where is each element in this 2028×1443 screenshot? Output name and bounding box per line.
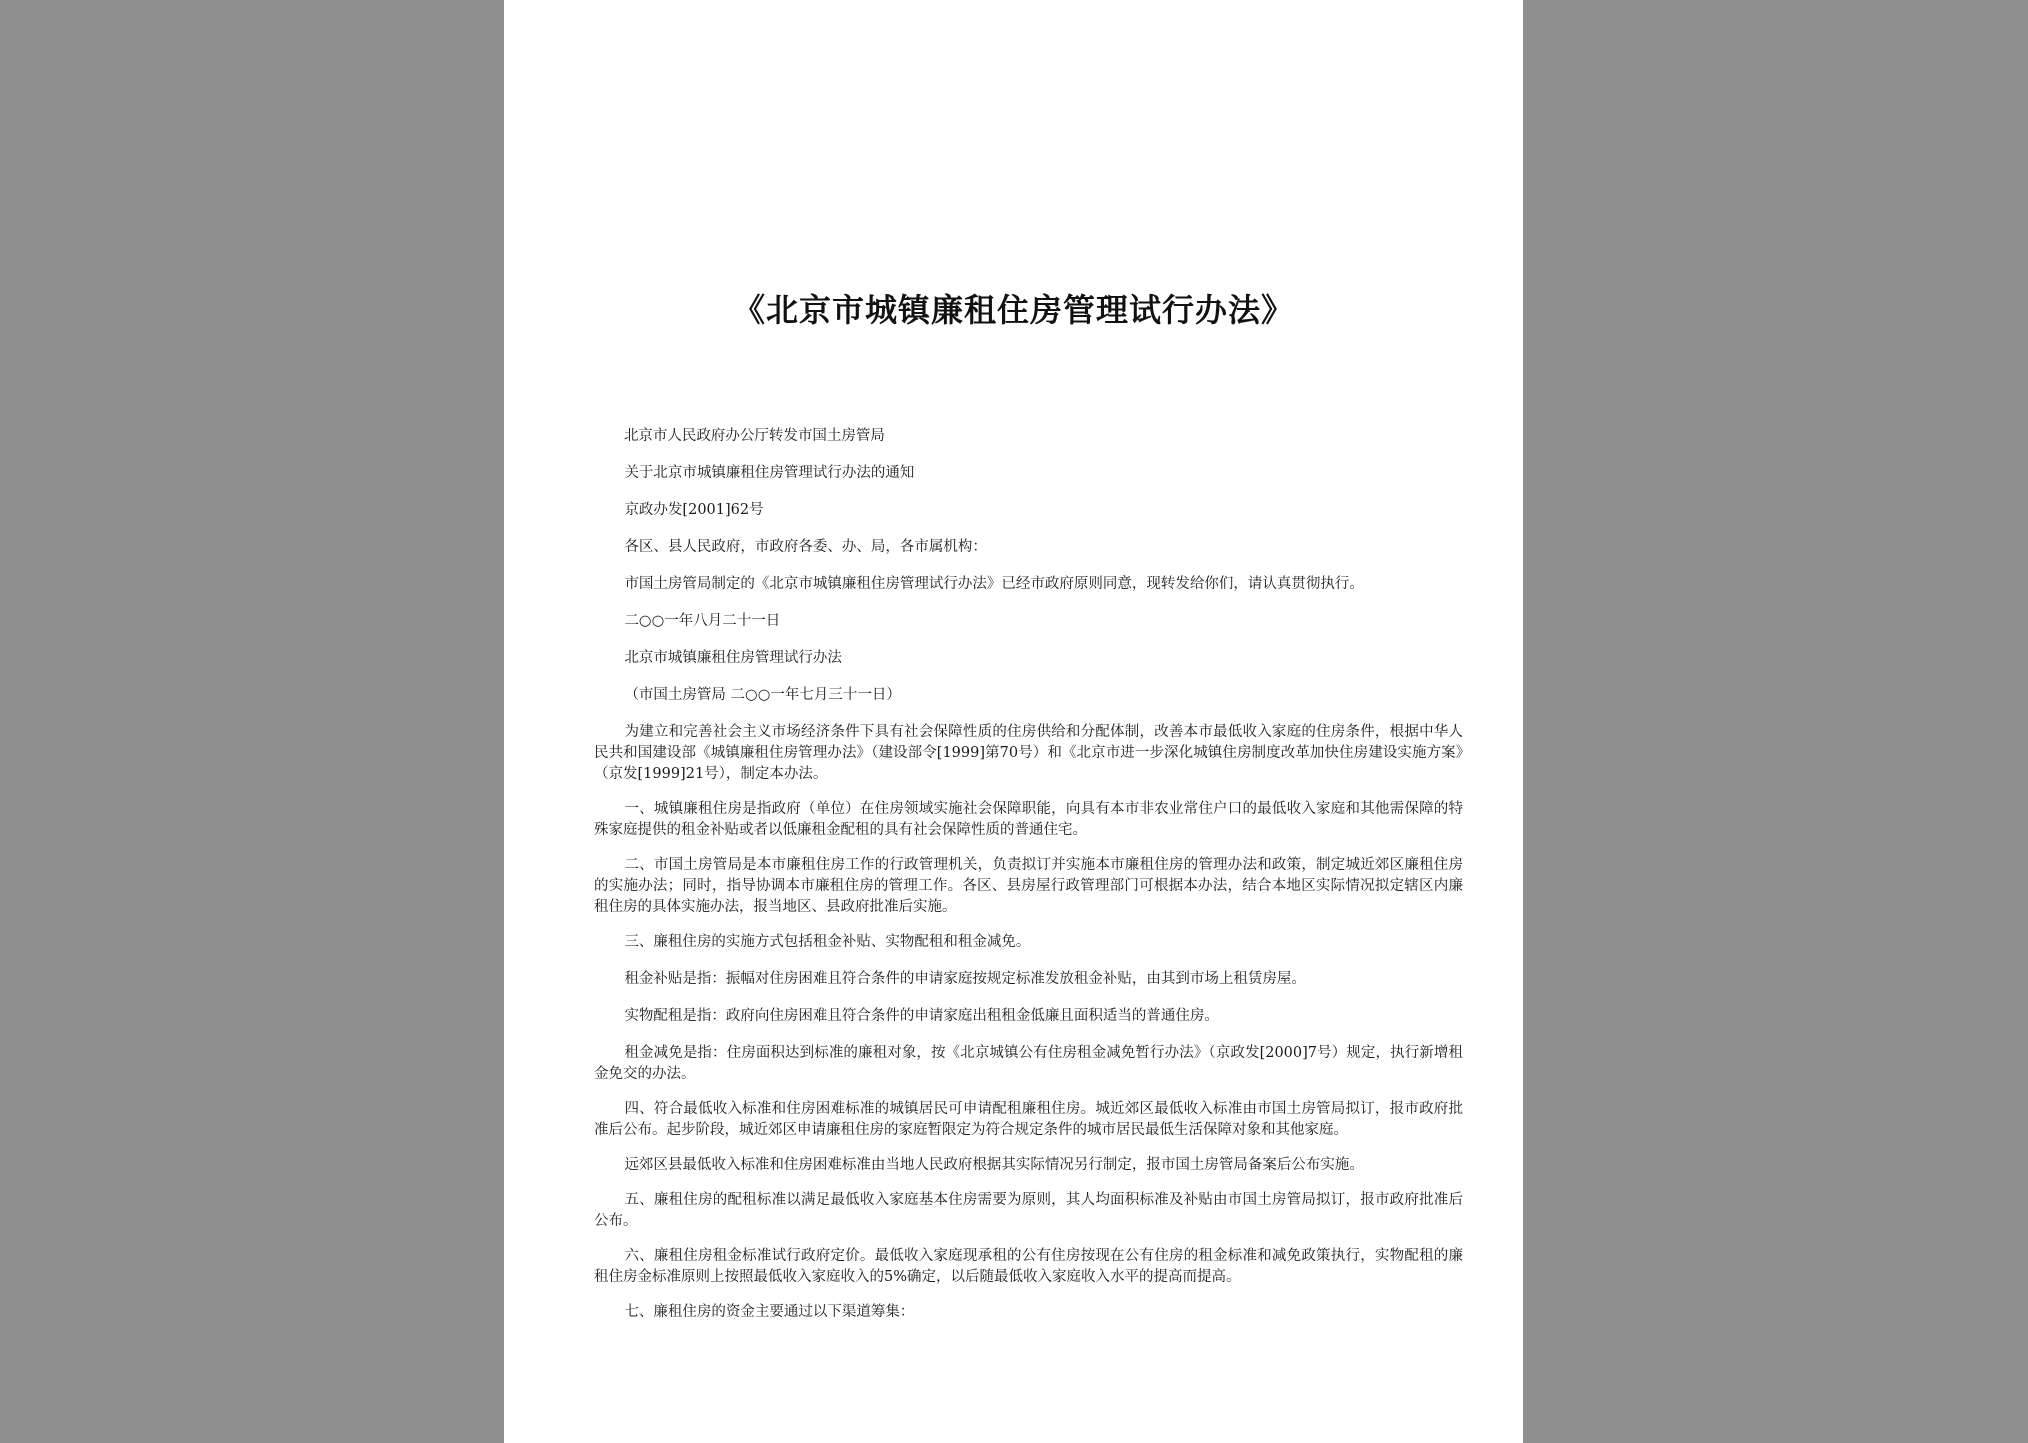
header-line-measures-date: （市国土房管局 二○○一年七月三十一日）	[624, 687, 901, 703]
paragraph-article-4: 四、符合最低收入标准和住房困难标准的城镇居民可申请配租廉租住房。城近郊区最低收入标准由市国土房管局拟订，报市政府批准后公布。起步阶段，城近郊区申请廉租住房的家庭暂限定为符合规定条件的城市居民最低生活保障对象和其他家庭。	[594, 1101, 1463, 1138]
header-line-forwarding: 市国土房管局制定的《北京市城镇廉租住房管理试行办法》已经市政府原则同意，现转发给你们，请认真贯彻执行。	[624, 576, 1364, 592]
document-page	[504, 0, 1523, 1443]
paragraph-article-2: 二、市国土房管局是本市廉租住房工作的行政管理机关，负责拟订并实施本市廉租住房的管理办法和政策，制定城近郊区廉租住房的实施办法；同时，指导协调本市廉租住房的管理工作。各区、县房屋行政管理部门可根据本办法，结合本地区实际情况拟定辖区内廉租住房的具体实施办法，报当地区、县政府批准后实施。	[594, 857, 1463, 915]
document-body	[594, 426, 1463, 1323]
header-line-issuer: 北京市人民政府办公厅转发市国土房管局	[623, 428, 885, 444]
paragraph-article-5: 五、廉租住房的配租标准以满足最低收入家庭基本住房需要为原则，其人均面积标准及补贴由市国土房管局拟订，报市政府批准后公布。	[594, 1192, 1463, 1229]
paragraph-article-1: 一、城镇廉租住房是指政府（单位）在住房领域实施社会保障职能，向具有本市非农业常住户口的最低收入家庭和其他需保障的特殊家庭提供的租金补贴或者以低廉租金配租的具有社会保障性质的普通住宅。	[594, 801, 1463, 838]
paragraph-physical-allocation: 实物配租是指：政府向住房困难且符合条件的申请家庭出租租金低廉且面积适当的普通住房。	[624, 1008, 1219, 1024]
header-line-measures-title: 北京市城镇廉租住房管理试行办法	[624, 650, 842, 666]
paragraph-article-6: 六、廉租住房租金标准试行政府定价。最低收入家庭现承租的公有住房按现在公有住房的租金标准和减免政策执行，实物配租的廉租住房金标准原则上按照最低收入家庭收入的5%确定，以后随最低收入家庭收入水平的提高而提高。	[594, 1248, 1463, 1285]
header-line-notice-title: 关于北京市城镇廉租住房管理试行办法的通知	[624, 465, 915, 481]
paragraph-rent-subsidy: 租金补贴是指：振幅对住房困难且符合条件的申请家庭按规定标准发放租金补贴，由其到市场上租赁房屋。	[624, 971, 1306, 987]
paragraph-preamble: 为建立和完善社会主义市场经济条件下具有社会保障性质的住房供给和分配体制，改善本市最低收入家庭的住房条件，根据中华人民共和国建设部《城镇廉租住房管理办法》（建设部令[1999]第70号）和《北京市进一步深化城镇住房制度改革加快住房建设实施方案》（京发[1999]21号），制定本办法。	[594, 724, 1463, 782]
document-title: 《北京市城镇廉租住房管理试行办法》	[732, 291, 1294, 329]
header-line-doc-number: 京政办发[2001]62号	[624, 502, 764, 518]
paragraph-outer-suburbs: 远郊区县最低收入标准和住房困难标准由当地人民政府根据其实际情况另行制定，报市国土房管局备案后公布实施。	[624, 1157, 1364, 1173]
paragraph-rent-reduction: 租金减免是指：住房面积达到标准的廉租对象，按《北京城镇公有住房租金减免暂行办法》（京政发[2000]7号）规定，执行新增租金免交的办法。	[594, 1045, 1463, 1082]
header-line-recipients: 各区、县人民政府，市政府各委、办、局，各市属机构：	[624, 539, 987, 555]
paragraph-article-3: 三、廉租住房的实施方式包括租金补贴、实物配租和租金减免。	[624, 934, 1031, 950]
paragraph-article-7: 七、廉租住房的资金主要通过以下渠道筹集：	[624, 1304, 915, 1320]
header-line-date: 二○○一年八月二十一日	[624, 613, 781, 629]
